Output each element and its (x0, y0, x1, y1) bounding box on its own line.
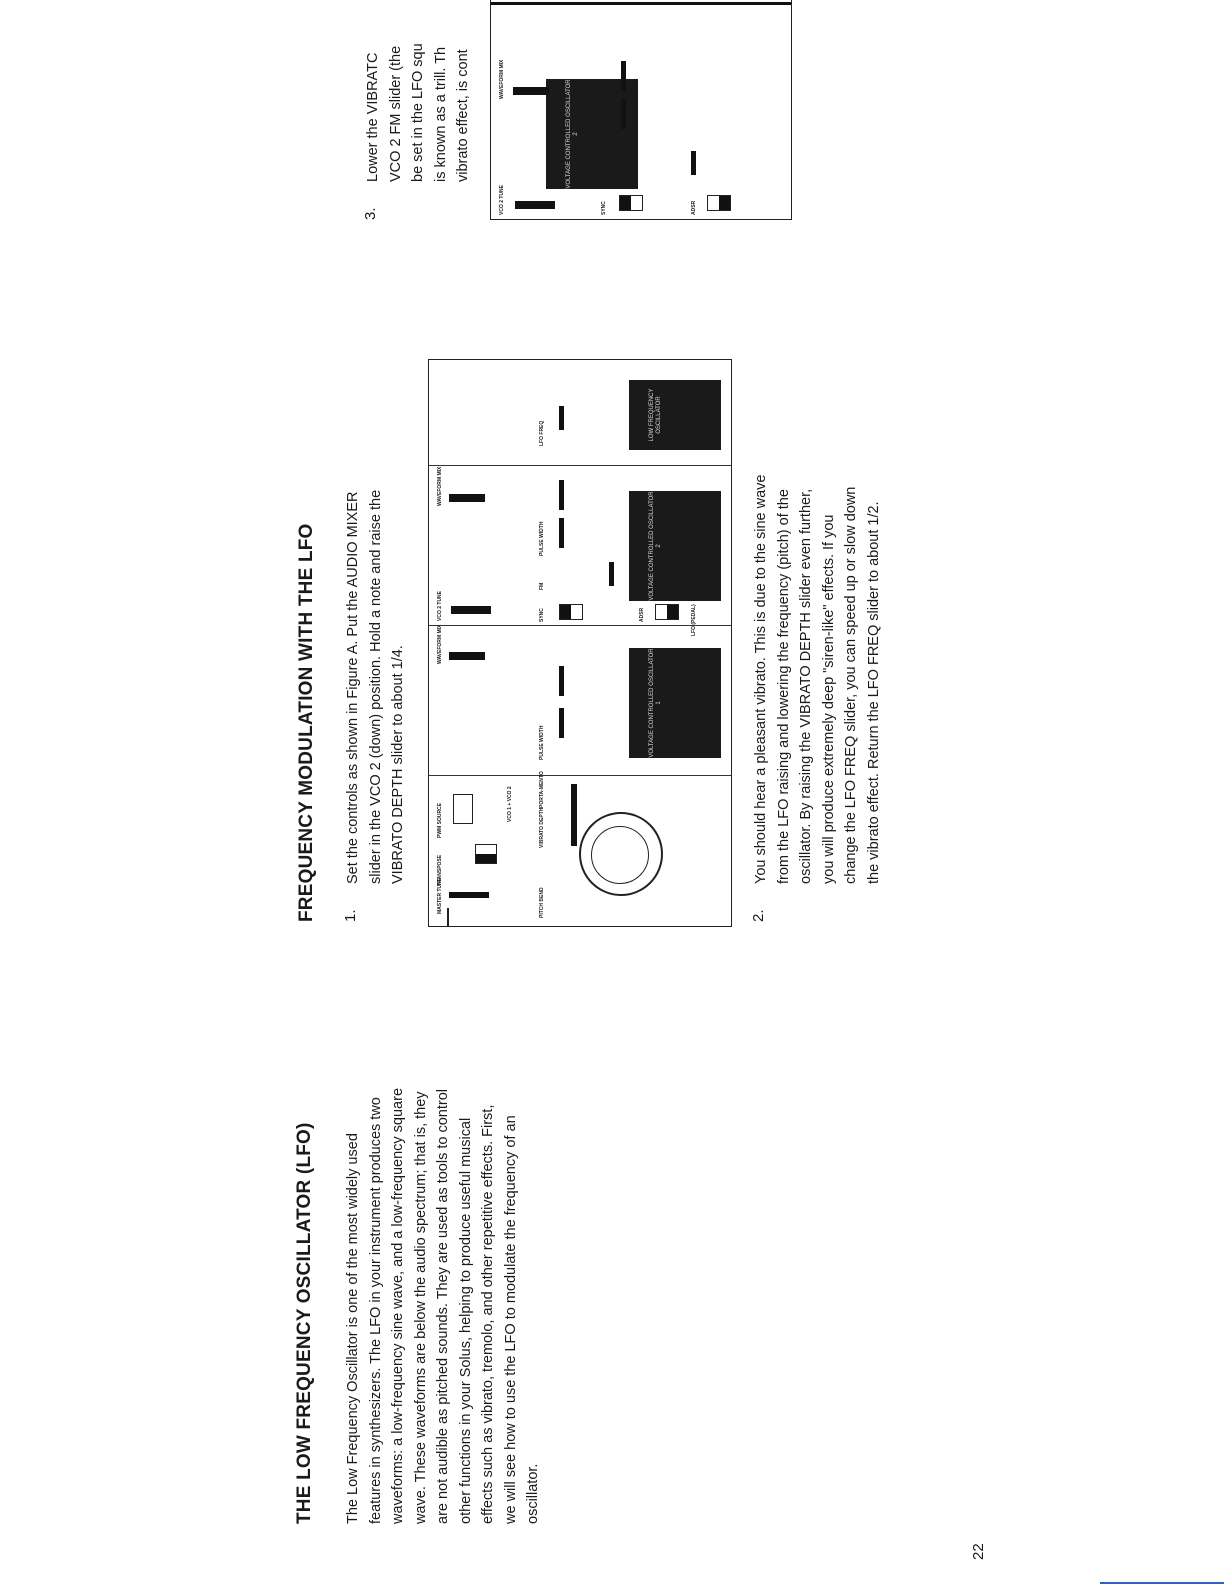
panel-divider (429, 465, 731, 466)
adsr-label: ADSR (639, 607, 645, 622)
vco2-pw-width-slider[interactable] (559, 518, 564, 548)
lfo-freq-label: LFO FREQ (539, 420, 545, 446)
step3-line: vibrato effect, is cont (455, 49, 471, 182)
adsr-label-partial: ADSR (691, 200, 697, 215)
master-tune-label: MASTER TUNE (437, 877, 443, 914)
vco1-pw-width-slider[interactable] (559, 708, 564, 738)
lfo-paragraph-line: we will see how to use the LFO to modulate the frequency of an (502, 1115, 519, 1524)
fm-source-switch-partial[interactable] (707, 195, 731, 211)
step3-line: is known as a trill. Th (432, 46, 449, 182)
vco2-tune-label: VCO 2 TUNE (437, 590, 443, 621)
vco1-waveform-mix-slider[interactable] (449, 652, 485, 660)
lfo-block: LOW FREQUENCY OSCILLATOR (629, 380, 721, 450)
pitch-bend-label: PITCH BEND (539, 887, 545, 918)
vco2-tune-slider-partial[interactable] (515, 201, 555, 209)
lfo-paragraph-line: effects such as vibrato, tremolo, and other repetitive effects. First, (480, 1104, 496, 1524)
panel-divider (429, 775, 731, 776)
step2-line: you will produce extremely deep "siren-like" effects. If you (820, 514, 837, 884)
vco2-pulse-width-label: PULSE WIDTH (539, 521, 545, 556)
vco2-waveform-mix-label: WAVEFORM MIX (437, 466, 443, 506)
vco1-pw-mod-slider[interactable] (559, 666, 564, 696)
pitch-bend-wheel[interactable] (579, 812, 663, 896)
step1-line: Set the controls as shown in Figure A. Put the AUDIO MIXER (345, 491, 361, 884)
step2-number: 2. (750, 909, 767, 922)
step1-line: slider in the VCO 2 (down) position. Hold a note and raise the (367, 489, 384, 884)
vibrato-depth-slider[interactable] (571, 806, 577, 846)
page-number: 22 (970, 1543, 987, 1560)
lfo-section-title: THE LOW FREQUENCY OSCILLATOR (LFO) (294, 1122, 315, 1524)
step2-text (750, 475, 885, 885)
vco2-tune-slider[interactable] (451, 606, 491, 614)
step3-line: Lower the VIBRATC (365, 52, 381, 182)
sync-switch-partial[interactable] (619, 195, 643, 211)
vco-lfo-mod-label: VCO 1 + VCO 2 (507, 786, 513, 822)
vco2-pw-mod-slider[interactable] (559, 480, 564, 510)
step2-line: the vibrato effect. Return the LFO FREQ slider to about 1/2. (865, 501, 882, 884)
fm-source-switch[interactable] (655, 604, 679, 620)
vibrato-depth-label: VIBRATO DEPTH (539, 807, 545, 848)
step3-line: be set in the LFO squ (410, 43, 426, 182)
figure-a-panel (428, 359, 732, 927)
step2-line: You should hear a pleasant vibrato. This is due to the sine wave (753, 474, 769, 884)
lfo-paragraph-line: waveforms: a low-frequency sine wave, and a low-frequency square (390, 1087, 406, 1524)
lfo-paragraph-line: oscillator. (525, 1463, 541, 1524)
vco2-block: VOLTAGE CONTROLLED OSCILLATOR 2 (629, 491, 721, 601)
lfo-paragraph-line: wave. These waveforms are below the audio spectrum; that is, they (412, 1091, 429, 1524)
sync-label: SYNC (539, 608, 545, 622)
vco1-waveform-mix-label: WAVEFORM MIX (437, 624, 443, 664)
portamento-label: PORTA-MENTO (539, 771, 545, 808)
sync-label-partial: SYNC (601, 201, 607, 215)
step3-text (362, 43, 475, 182)
pw-mod-slider-partial[interactable] (621, 61, 626, 91)
step1-number: 1. (342, 909, 359, 922)
pwm-source-label: PWM SOURCE (437, 803, 443, 838)
step2-line: change the LFO FREQ slider, you can speed up or slow down (843, 486, 859, 884)
pwm-source-switch[interactable] (453, 794, 473, 824)
pulse-width-label-partial: PULSE WIDTH (601, 104, 607, 139)
vco1-pulse-width-label: PULSE WIDTH (539, 725, 545, 760)
lfo-paragraph-line: other functions in your Solus, helping to produce useful musical (457, 1117, 474, 1524)
panel-divider (429, 625, 731, 626)
vco2-waveform-mix-slider[interactable] (449, 494, 485, 502)
waveform-mix-slider-partial[interactable] (513, 87, 549, 95)
step3-number: 3. (362, 207, 379, 220)
waveform-mix-label-partial: WAVEFORM MIX (499, 59, 505, 99)
fm-section-title: FREQUENCY MODULATION WITH THE LFO (296, 523, 317, 922)
figure-b-partial-panel (490, 0, 792, 220)
lfo-freq-slider[interactable] (559, 406, 564, 430)
portamento-slider[interactable] (571, 784, 577, 808)
fm-slider-partial[interactable] (691, 151, 696, 175)
lfo-paragraph-line: features in synthesizers. The LFO in your instrument produces two (367, 1097, 384, 1524)
step1-text (342, 490, 410, 884)
fm-label-partial: FM (601, 171, 607, 179)
step3-line: VCO 2 FM slider (the (387, 45, 404, 182)
vco2-tune-label-partial: VCO 2 TUNE (499, 184, 505, 215)
fm-label: FM (539, 582, 545, 590)
master-tune-slider[interactable] (449, 892, 489, 898)
step2-line: oscillator. By raising the VIBRATO DEPTH slider even further, (798, 488, 814, 884)
step1-line: VIBRATO DEPTH slider to about 1/4. (390, 645, 406, 884)
transpose-label: TRANSPOSE (437, 854, 443, 886)
vco2-fm-slider[interactable] (609, 562, 614, 586)
lfo-pedal-label: LFO (PEDAL) (691, 604, 697, 636)
lfo-section-paragraph (342, 1088, 545, 1524)
pw-width-slider-partial[interactable] (621, 99, 626, 129)
lfo-paragraph-line: The Low Frequency Oscillator is one of the most widely used (345, 1133, 361, 1524)
step2-line: from the LFO raising and lowering the frequency (pitch) of the (775, 489, 792, 884)
lfo-paragraph-line: are not audible as pitched sounds. They are used as tools to control (435, 1088, 451, 1524)
vco2-block-partial: VOLTAGE CONTROLLED OSCILLATOR 2 (546, 79, 638, 189)
sync-switch[interactable] (559, 604, 583, 620)
vco1-block: VOLTAGE CONTROLLED OSCILLATOR 1 (629, 648, 721, 758)
transpose-switch[interactable] (475, 844, 497, 864)
